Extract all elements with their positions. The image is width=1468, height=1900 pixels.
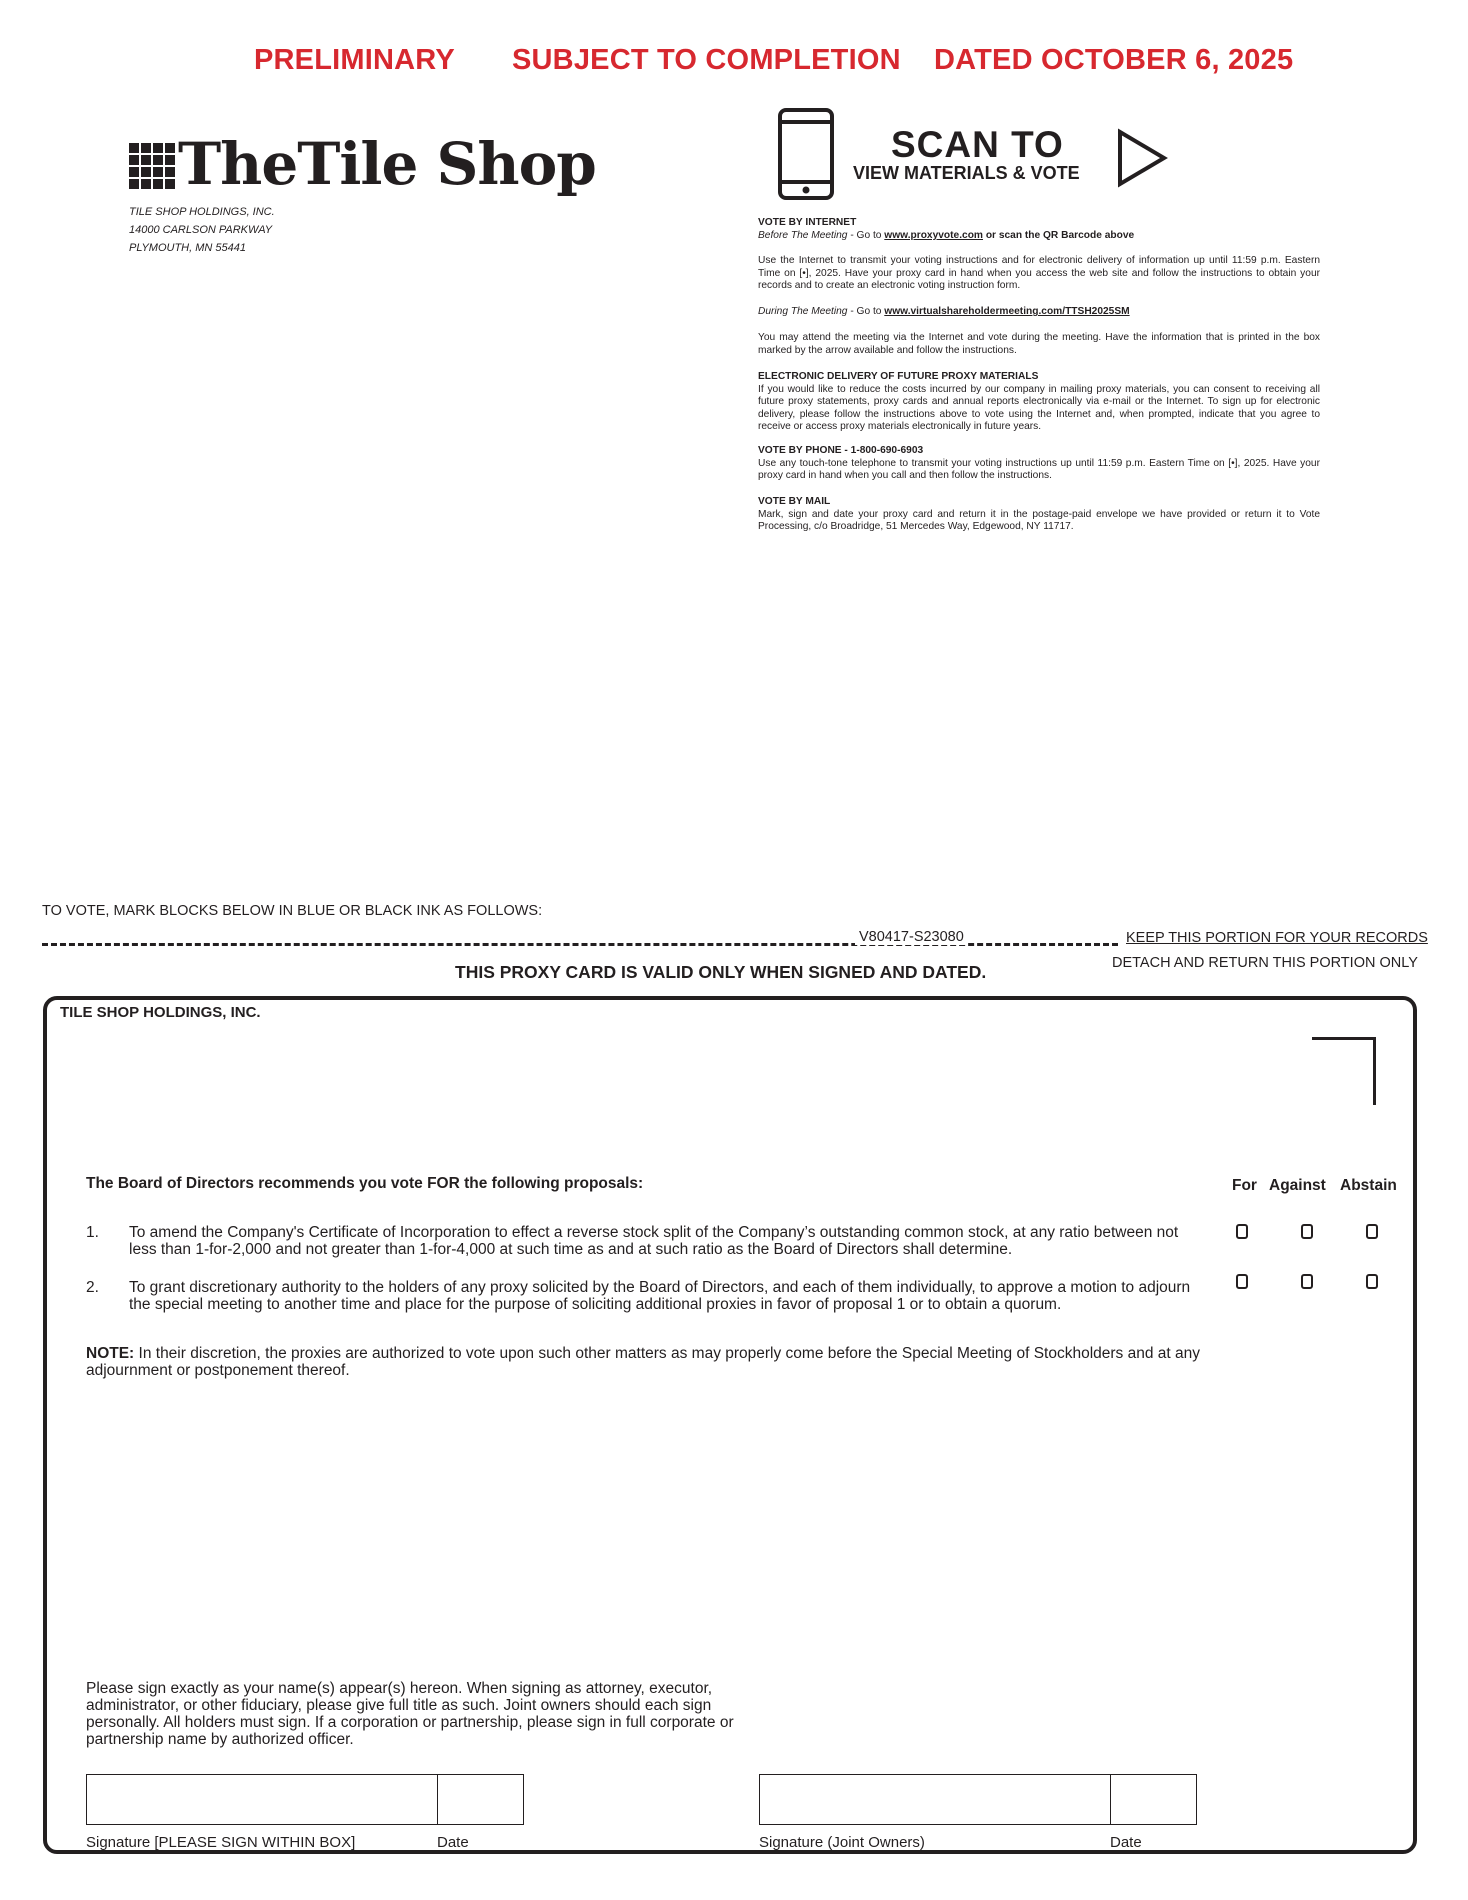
vote-by-mail-heading: VOTE BY MAIL [758, 496, 831, 507]
address-line-2: 14000 CARLSON PARKWAY [129, 224, 273, 236]
detach-return-label: DETACH AND RETURN THIS PORTION ONLY [1112, 955, 1418, 971]
virtual-meeting-link[interactable]: www.virtualshareholdermeeting.com/TTSH2025SM [884, 306, 1130, 317]
signing-instructions: Please sign exactly as your name(s) appear(s) hereon. When signing as attorney, executor, administrator, or other fiduciary, please give full title as such. Joint owners should each sign personally. All holders must sign. If a corporation or partnership, please sign in full corporate or partnership name by authorized officer. [86, 1680, 734, 1748]
mark-instructions: TO VOTE, MARK BLOCKS BELOW IN BLUE OR BLACK INK AS FOLLOWS: [42, 903, 543, 919]
vote-by-mail-section [758, 496, 1320, 534]
banner-preliminary: PRELIMINARY [254, 44, 455, 76]
column-abstain: Abstain [1340, 1177, 1397, 1194]
board-recommendation: The Board of Directors recommends you vote FOR the following proposals: [86, 1175, 644, 1192]
vote-by-phone-text: Use any touch-tone telephone to transmit your voting instructions up until 11:59 p.m. Eastern Time on [•], 2025. Have your proxy card in hand when you call and then follow the instructions. [758, 457, 1320, 482]
proposal-number: 1. [86, 1224, 99, 1241]
electronic-delivery-heading: ELECTRONIC DELIVERY OF FUTURE PROXY MATERIALS [758, 371, 1039, 382]
valid-notice: THIS PROXY CARD IS VALID ONLY WHEN SIGNED AND DATED. [455, 962, 987, 982]
proposal-2-for-checkbox[interactable] [1236, 1274, 1248, 1289]
card-company-name: TILE SHOP HOLDINGS, INC. [60, 1004, 261, 1021]
proposal-2-abstain-checkbox[interactable] [1366, 1274, 1378, 1289]
signature-label: Signature [PLEASE SIGN WITHIN BOX] [86, 1834, 356, 1851]
note-text: In their discretion, the proxies are authorized to vote upon such other matters as may properly come before the Special Meeting of Stockholders and at any adjournment or postponement thereof. [86, 1345, 1200, 1379]
vote-by-mail-text: Mark, sign and date your proxy card and return it in the postage-paid envelope we have provided or return it to Vote Processing, c/o Broadridge, 51 Mercedes Way, Edgewood, NY 11717. [758, 508, 1320, 533]
qr-barcode-text: or scan the QR Barcode above [983, 229, 1135, 241]
electronic-delivery-section [758, 371, 1320, 434]
joint-date-label: Date [1110, 1834, 1142, 1851]
corner-mark [1312, 1037, 1376, 1105]
phone-icon [778, 108, 834, 200]
note-paragraph [86, 1345, 1206, 1379]
during-meeting-line [758, 306, 1320, 319]
address-line-3: PLYMOUTH, MN 55441 [129, 242, 246, 254]
signature-box[interactable] [86, 1774, 524, 1825]
proposal-1-against-checkbox[interactable] [1301, 1224, 1313, 1239]
vote-by-internet-section [758, 217, 1320, 242]
vote-by-internet-heading: VOTE BY INTERNET [758, 217, 857, 228]
address-line-1: TILE SHOP HOLDINGS, INC. [129, 206, 275, 218]
keep-portion-label: KEEP THIS PORTION FOR YOUR RECORDS [1126, 930, 1428, 946]
proposal-text: To grant discretionary authority to the holders of any proxy solicited by the Board of Directors, and each of them individually, to approve a motion to adjourn the special meeting to another time and place for the purpose of soliciting additional proxies in favor of proposal 1 or to obtain a quorum. [129, 1279, 1191, 1313]
joint-signature-box[interactable] [759, 1774, 1197, 1825]
vote-by-phone-heading: VOTE BY PHONE - 1-800-690-6903 [758, 445, 924, 456]
column-against: Against [1269, 1177, 1326, 1194]
date-label: Date [437, 1834, 469, 1851]
during-meeting-label: During The Meeting [758, 306, 848, 317]
company-logo: TheTile Shop [178, 130, 596, 198]
before-meeting-label: Before The Meeting [758, 229, 848, 241]
vote-by-phone-section [758, 445, 1320, 483]
proxyvote-link[interactable]: www.proxyvote.com [884, 229, 983, 241]
view-materials-subheading: VIEW MATERIALS & VOTE [853, 163, 1080, 183]
note-label: NOTE: [86, 1345, 135, 1362]
proposal-text: To amend the Company's Certificate of Incorporation to effect a reverse stock split of the Company’s outstanding common stock, at any ratio between not less than 1-for-2,000 and not greater than 1-for-4,000 at such time as and at such ratio as the Board of Directors shall determine. [129, 1224, 1179, 1258]
electronic-delivery-text: If you would like to reduce the costs incurred by our company in mailing proxy materials, you can consent to receiving all future proxy statements, proxy cards and annual reports electronically via e-mail or the Internet. To sign up for electronic delivery, please follow the instructions above to vote using the Internet and, when prompted, indicate that you agree to receive or access proxy materials electronically in future years. [758, 383, 1320, 433]
column-for: For [1232, 1177, 1257, 1194]
control-code: V80417-S23080 [855, 929, 968, 945]
proposal-1-abstain-checkbox[interactable] [1366, 1224, 1378, 1239]
go-to-text: - Go to [847, 229, 885, 241]
go-to-text: - Go to [847, 306, 885, 317]
play-arrow-icon [1116, 128, 1168, 188]
during-meeting-instructions: You may attend the meeting via the Internet and vote during the meeting. Have the information that is printed in the box marked by the arrow available and follow the instructions. [758, 332, 1320, 356]
proposal-1-for-checkbox[interactable] [1236, 1224, 1248, 1239]
proposal-number: 2. [86, 1279, 99, 1296]
joint-date-divider [1110, 1774, 1111, 1825]
signature-date-divider [437, 1774, 438, 1825]
banner-dated: DATED OCTOBER 6, 2025 [934, 44, 1294, 76]
tile-grid-logo-icon [129, 143, 175, 189]
scan-to-heading: SCAN TO [891, 124, 1064, 165]
proposal-2-against-checkbox[interactable] [1301, 1274, 1313, 1289]
banner-subject-to-completion: SUBJECT TO COMPLETION [512, 44, 901, 76]
joint-signature-label: Signature (Joint Owners) [759, 1834, 925, 1851]
internet-instructions: Use the Internet to transmit your voting instructions and for electronic delivery of information up until 11:59 p.m. Eastern Time on [•], 2025. Have your proxy card in hand when you access the web site and follow the instructions to obtain your records and to create an electronic voting instruction form. [758, 255, 1320, 292]
